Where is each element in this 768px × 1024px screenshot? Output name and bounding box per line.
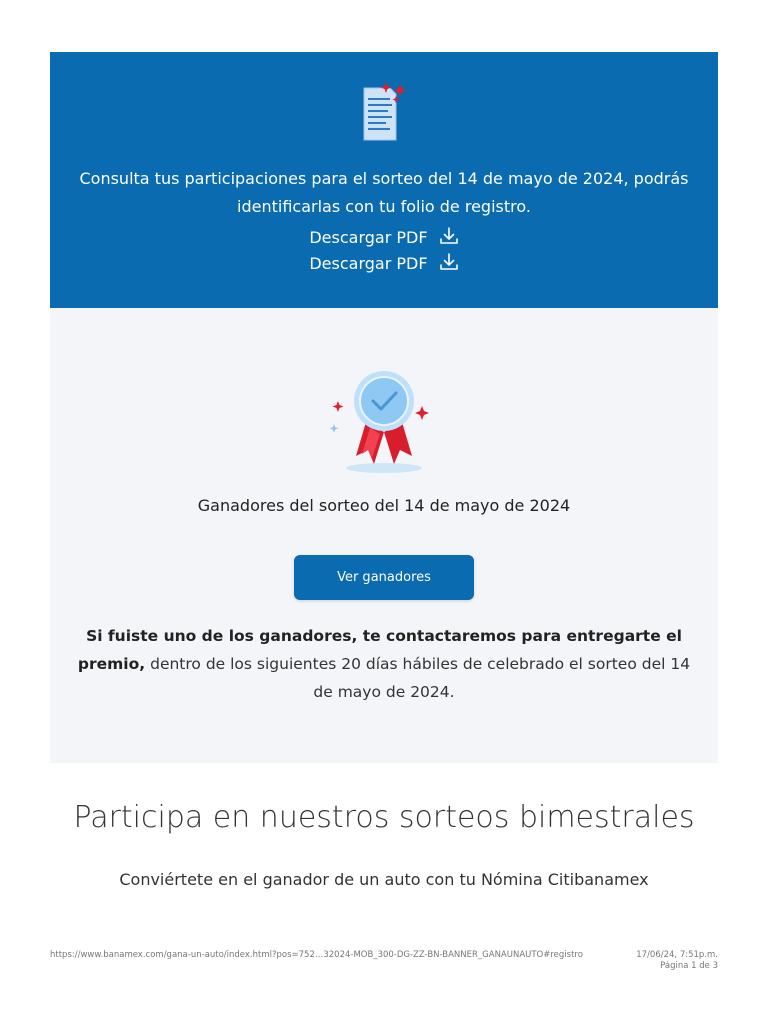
print-page-number: Página 1 de 3 — [660, 961, 718, 971]
download-pdf-label: Descargar PDF — [309, 228, 428, 247]
download-pdf-link-1[interactable] — [50, 225, 718, 251]
participations-text-line2: identificarlas con tu folio de registro. — [237, 197, 531, 216]
document-icon — [360, 80, 410, 144]
participations-text-line1: Consulta tus participaciones para el sorteo del 14 de mayo de 2024, podrás — [79, 169, 689, 188]
winners-note — [68, 622, 700, 706]
download-icon — [439, 226, 459, 246]
download-pdf-label: Descargar PDF — [309, 254, 428, 273]
print-date-block — [636, 950, 718, 972]
participations-banner — [50, 52, 718, 308]
participations-text — [50, 165, 718, 221]
medal-icon — [326, 368, 442, 480]
winners-panel — [50, 308, 718, 763]
download-icon — [439, 252, 459, 272]
winners-title: Ganadores del sorteo del 14 de mayo de 2024 — [197, 496, 571, 515]
view-winners-button[interactable]: Ver ganadores — [294, 555, 474, 600]
section-heading: Participa en nuestros sorteos bimestrales — [73, 800, 695, 835]
print-datetime: 17/06/24, 7:51p.m. — [636, 950, 718, 960]
section-subheading: Conviértete en el ganador de un auto con tu Nómina Citibanamex — [119, 870, 649, 889]
winners-note-bold: Si fuiste uno de los ganadores, te contactaremos para entregarte el premio, — [77, 627, 682, 673]
download-pdf-link-2[interactable] — [50, 251, 718, 277]
winners-note-rest: dentro de los siguientes 20 días hábiles de celebrado el sorteo del 14 de mayo de 2024. — [150, 655, 691, 701]
print-url: https://www.banamex.com/gana-un-auto/index.html?pos=752…32024-MOB_300-DG-ZZ-BN-BANNER_GANAUNAUTO#registro — [50, 950, 583, 960]
